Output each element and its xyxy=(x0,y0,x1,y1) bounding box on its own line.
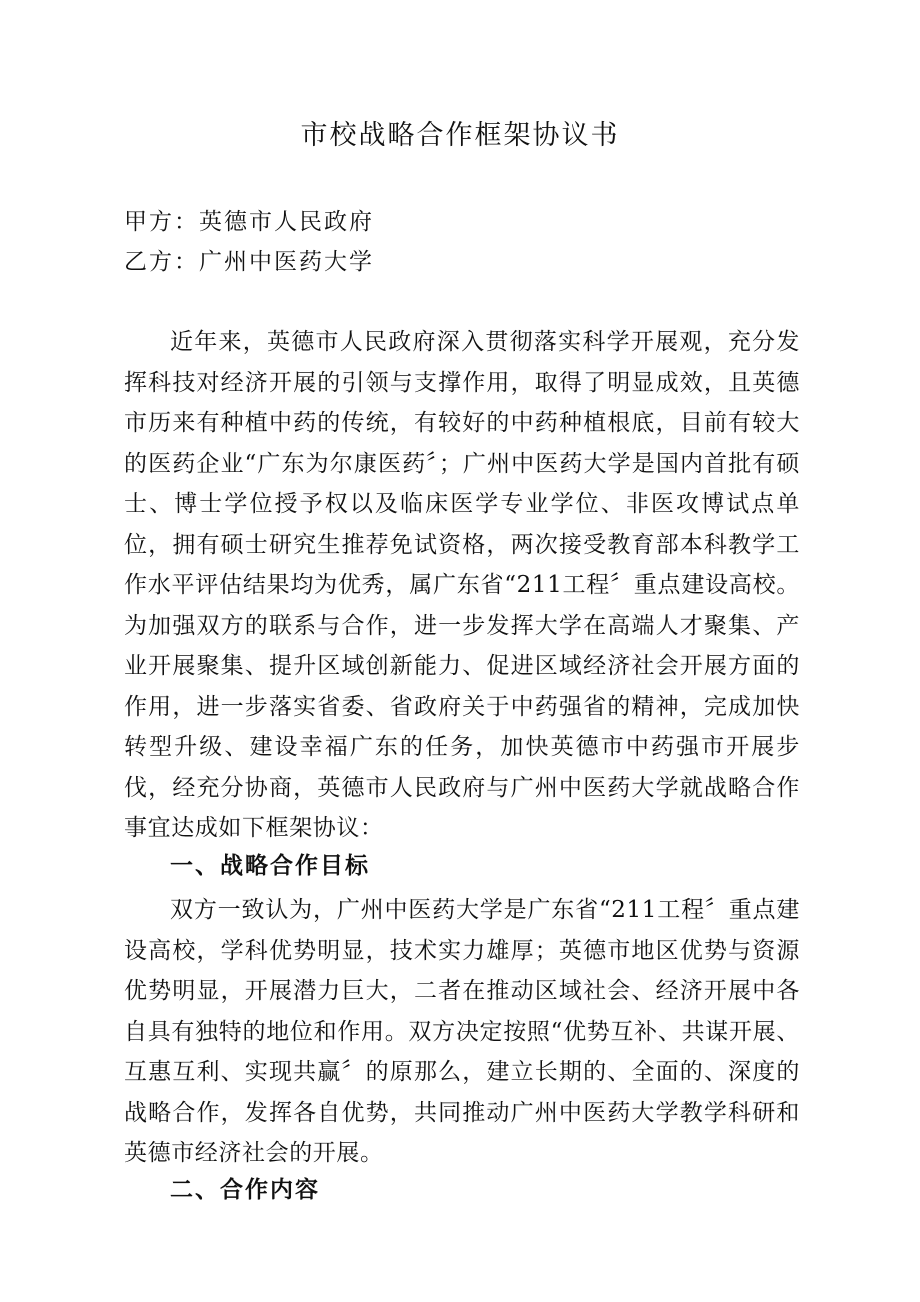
section-heading-goals: 一、战略合作目标 xyxy=(170,852,370,879)
party-a: 甲方：英德市人民政府 xyxy=(124,209,374,235)
section-heading-content: 二、合作内容 xyxy=(170,1176,320,1203)
intro-paragraph: 近年来，英德市人民政府深入贯彻落实科学开展观，充分发挥科技对经济开展的引领与支撑作用，取得了明显成效，且英德市历来有种植中药的传统，有较好的中药种植根底，目前有较大的医药企业“广东为尔康医药〞；广州中医药大学是国内首批有硕士、博士学位授予权以及临床医学专业学位、非医攻博试点单位，拥有硕士研究生推荐免试资格，两次接受教育部本科教学工作水平评估结果均为优秀，属广东省“211工程〞重点建设高校。为加强双方的联系与合作，进一步发挥大学在高端人才聚集、产业开展聚集、提升区域创新能力、促进区域经济社会开展方面的作用，进一步落实省委、省政府关于中药强省的精神，完成加快转型升级、建设幸福广东的任务，加快英德市中药强市开展步伐，经充分协商，英德市人民政府与广州中医药大学就战略合作事宜达成如下框架协议： xyxy=(124,329,800,841)
goals-paragraph: 双方一致认为，广州中医药大学是广东省“211工程〞重点建设高校，学科优势明显，技术实力雄厚；英德市地区优势与资源优势明显，开展潜力巨大，二者在推动区域社会、经济开展中各自具有独特的地位和作用。双方决定按照“优势互补、共谋开展、互惠互利、实现共赢〞的原那么，建立长期的、全面的、深度的战略合作，发挥各自优势，共同推动广州中医药大学教学科研和英德市经济社会的开展。 xyxy=(124,897,800,1166)
party-b: 乙方：广州中医药大学 xyxy=(124,249,374,275)
document-title: 市校战略合作框架协议书 xyxy=(300,120,620,151)
